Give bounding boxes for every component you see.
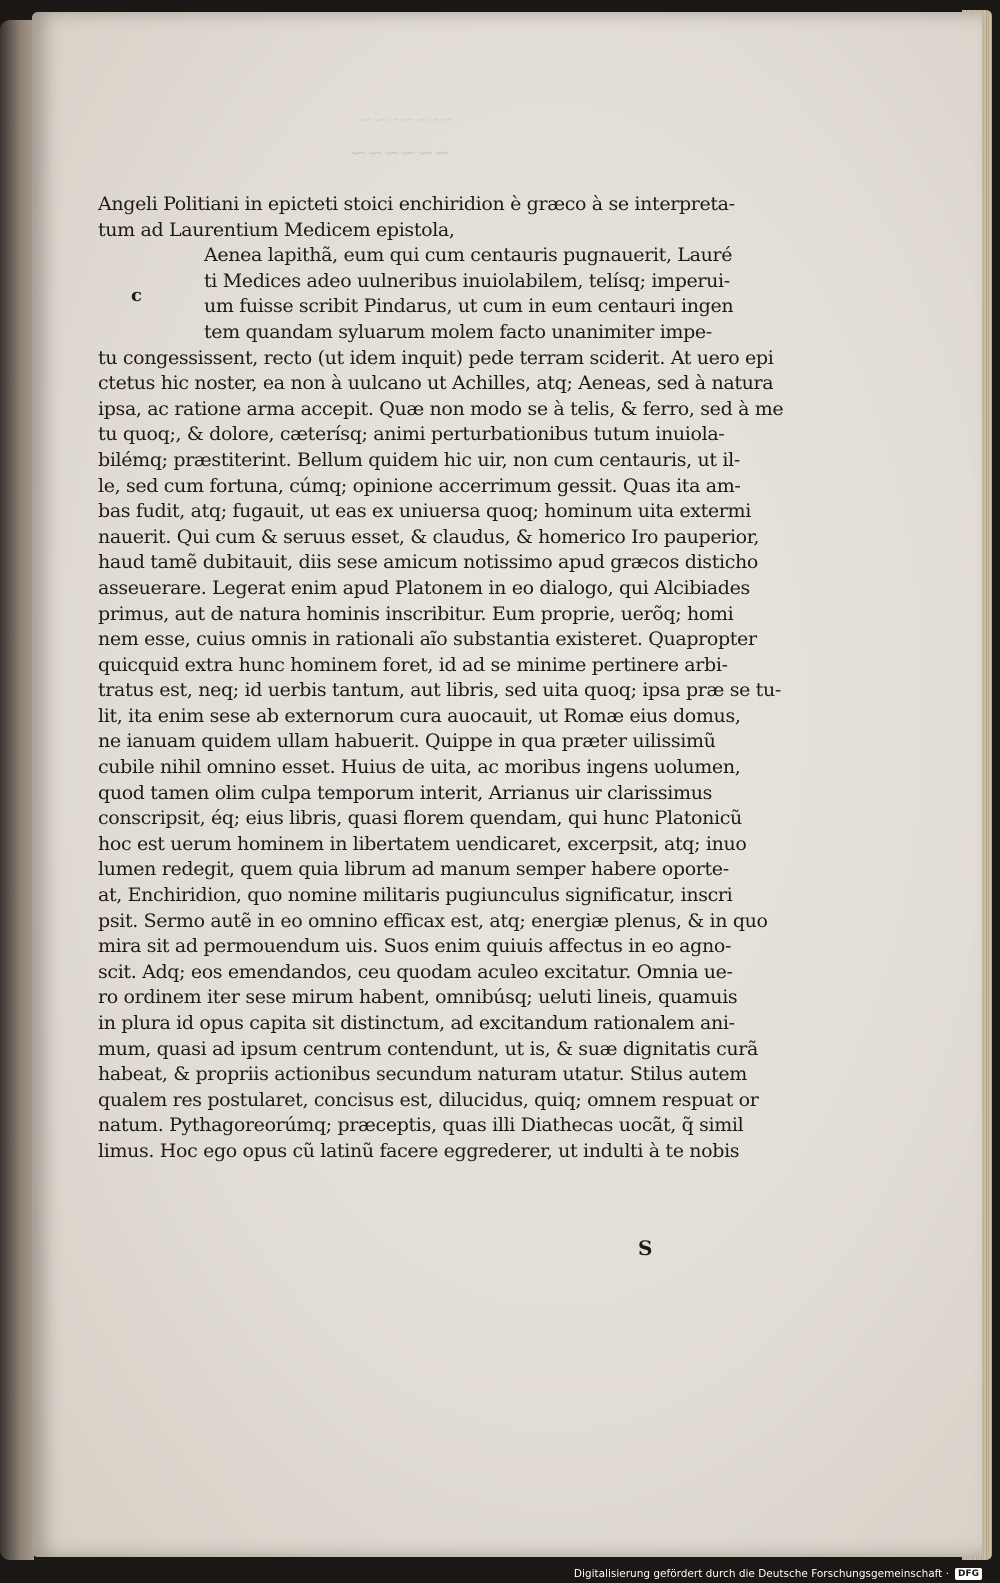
text-line: natum. Pythagoreorúmq; præceptis, quas illi Diathecas uocãt, q̃ simil xyxy=(98,1114,744,1137)
text-line: nem esse, cuius omnis in rationali aĩo substantia existeret. Quapropter xyxy=(98,628,757,651)
text-line: um fuisse scribit Pindarus, ut cum in eum centauri ingen xyxy=(204,295,734,318)
text-line: qualem res postularet, concisus est, dilucidus, quiq; omnem respuat or xyxy=(98,1088,759,1111)
text-line: hoc est uerum hominem in libertatem uendicaret, excerpsit, atq; inuo xyxy=(98,832,747,855)
funding-credit: Digitalisierung gefördert durch die Deutsche Forschungsgemeinschaft · xyxy=(573,1568,949,1580)
bleed-through-text: ~~~~~~~ xyxy=(360,110,454,129)
text-line: Aenea lapithã, eum qui cum centauris pugnauerit, Lauré xyxy=(204,244,733,267)
facing-page-edge xyxy=(0,20,34,1560)
text-line: tem quandam syluarum molem facto unanimiter impe- xyxy=(204,320,712,343)
text-line: bas fudit, atq; fugauit, ut eas ex uniuersa quoq; hominum uita extermi xyxy=(98,500,751,523)
text-line: le, sed cum fortuna, cúmq; opinione accerrimum gessit. Quas ita am- xyxy=(98,474,741,497)
epistola-text xyxy=(98,192,784,1165)
text-line: mira sit ad permouendum uis. Suos enim quiuis affectus in eo agno- xyxy=(98,935,732,958)
text-line: haud tamẽ dubitauit, diis sese amicum notissimo apud græcos disticho xyxy=(98,551,758,574)
text-line: ctetus hic noster, ea non à uulcano ut Achilles, atq; Aeneas, sed à natura xyxy=(98,372,774,395)
text-line: quicquid extra hunc hominem foret, id ad se minime pertinere arbi- xyxy=(98,653,728,676)
text-line: limus. Hoc ego opus cũ latinũ facere eggrederer, ut indulti à te nobis xyxy=(98,1139,740,1162)
text-line: quod tamen olim culpa temporum interit, Arrianus uir clarissimus xyxy=(98,781,712,804)
dfg-logo: DFG xyxy=(955,1568,982,1580)
catchword-signature: S xyxy=(638,1236,653,1260)
bleed-through-heading: ~~~~~~ xyxy=(350,140,451,164)
text-line: nauerit. Qui cum & seruus esset, & claudus, & homerico Iro pauperior, xyxy=(98,525,760,548)
text-line: tum ad Laurentium Medicem epistola, xyxy=(98,218,455,241)
text-line: ti Medices adeo uulneribus inuiolabilem, telísq; imperui- xyxy=(204,269,730,292)
text-line: in plura id opus capita sit distinctum, ad excitandum rationalem ani- xyxy=(98,1012,735,1034)
text-line: primus, aut de natura hominis inscribitur. Eum proprie, uerõq; homi xyxy=(98,602,734,625)
text-line: scit. Adq; eos emendandos, ceu quodam aculeo excitatur. Omnia ue- xyxy=(98,960,733,983)
text-line: lumen redegit, quem quia librum ad manum semper habere oporte- xyxy=(98,858,729,881)
text-line: tratus est, neq; id uerbis tantum, aut libris, sed uita quoq; ipsa præ se tu- xyxy=(98,679,781,702)
text-line: Angeli Politiani in epicteti stoici enchiridion è græco à se interpreta- xyxy=(98,193,735,215)
text-line: ipsa, ac ratione arma accepit. Quæ non modo se à telis, & ferro, sed à me xyxy=(98,397,784,420)
text-line: at, Enchiridion, quo nomine militaris pugiunculus significatur, inscri xyxy=(98,884,733,907)
text-line: mum, quasi ad ipsum centrum contendunt, ut is, & suæ dignitatis curã xyxy=(98,1037,758,1060)
text-line: psit. Sermo autẽ in eo omnino efficax est, atq; energiæ plenus, & in quo xyxy=(98,909,768,932)
text-line: tu quoq;, & dolore, cæterísq; animi perturbationibus tutum inuiola- xyxy=(98,423,725,446)
text-line: bilémq; præstiterint. Bellum quidem hic uir, non cum centauris, ut il- xyxy=(98,448,740,471)
text-line: tu congessissent, recto (ut idem inquit) pede terram sciderit. At uero epi xyxy=(98,346,774,369)
text-line: cubile nihil omnino esset. Huius de uita, ac moribus ingens uolumen, xyxy=(98,756,741,779)
text-line: asseuerare. Legerat enim apud Platonem in eo dialogo, qui Alcibiades xyxy=(98,576,750,599)
text-line: ne ianuam quidem ullam habuerit. Quippe in qua præter uilissimũ xyxy=(98,730,716,753)
initial-guide-letter: c xyxy=(131,285,142,306)
text-line: ro ordinem iter sese mirum habent, omnibúsq; ueluti lineis, quamuis xyxy=(98,986,738,1009)
text-line: conscripsit, éq; eius libris, quasi florem quendam, qui hunc Platonicũ xyxy=(98,807,742,830)
text-line: habeat, & propriis actionibus secundum naturam utatur. Stilus autem xyxy=(98,1063,747,1086)
digitization-footer xyxy=(574,1568,982,1580)
text-line: lit, ita enim sese ab externorum cura auocauit, ut Romæ eius domus, xyxy=(98,704,741,727)
